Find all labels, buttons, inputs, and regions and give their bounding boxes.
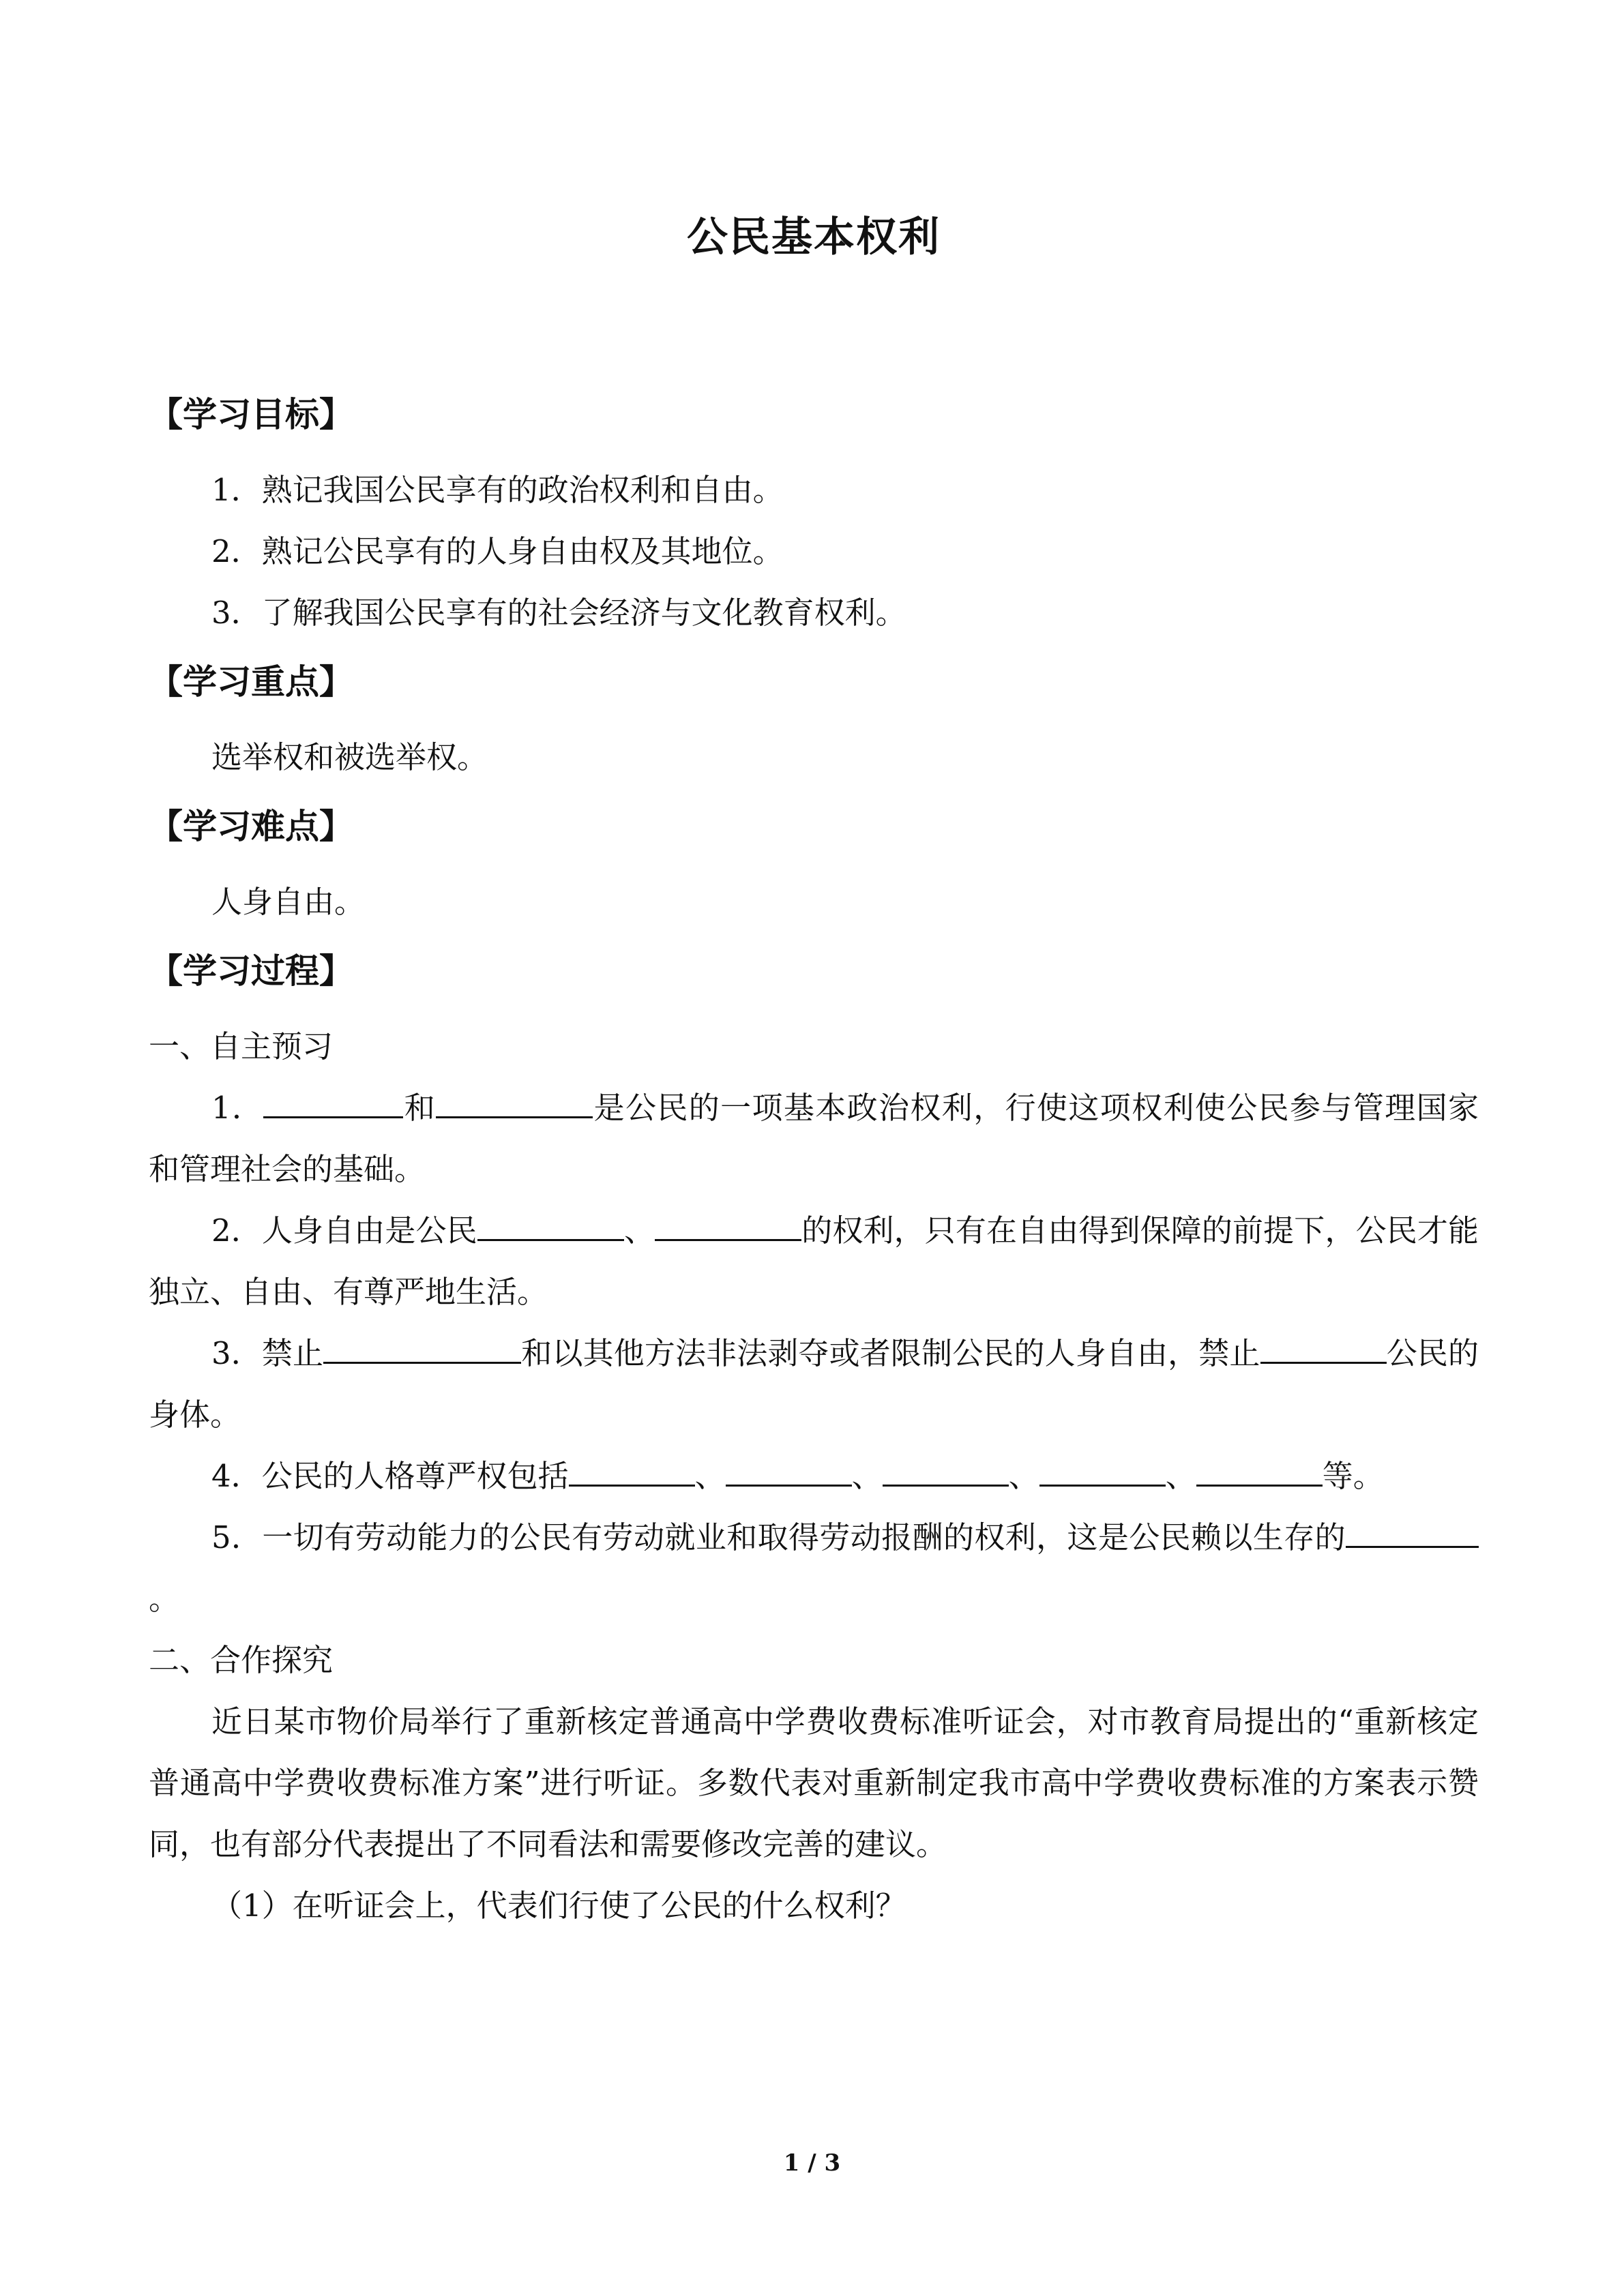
document-title: 公民基本权利 [687, 213, 941, 261]
process-heading: 【学习过程】 [149, 951, 353, 991]
question-2: 2．人身自由是公民 、 的权利，只有在自由得到保障的前提下，公民才能独立、自由、有尊严地生活。 [149, 1200, 1479, 1323]
section-key-points [149, 653, 1479, 788]
fill-blank[interactable] [1260, 1330, 1387, 1364]
goals-heading: 【学习目标】 [149, 395, 353, 434]
section-difficulties [149, 798, 1479, 933]
goal-item: 2．熟记公民享有的人身自由权及其地位。 [211, 533, 784, 569]
fill-blank[interactable] [1346, 1515, 1479, 1548]
fill-blank[interactable] [263, 1085, 403, 1118]
fill-blank[interactable] [726, 1453, 852, 1487]
section-goals [149, 386, 1479, 644]
key-points-text: 选举权和被选举权。 [211, 739, 488, 775]
fill-blank[interactable] [569, 1453, 695, 1487]
fill-blank[interactable] [323, 1330, 521, 1364]
section-process [149, 942, 1479, 1937]
difficulties-heading: 【学习难点】 [149, 807, 353, 846]
fill-blank[interactable] [655, 1208, 801, 1241]
question-1: 1． 和 是公民的一项基本政治权利，行使这项权利使公民参与管理国家和管理社会的基础。 [149, 1077, 1479, 1200]
question-3: 3．禁止 和以其他方法非法剥夺或者限制公民的人身自由，禁止 公民的身体。 [149, 1323, 1479, 1446]
fill-blank[interactable] [436, 1085, 593, 1118]
case-question-1: （1）在听证会上，代表们行使了公民的什么权利？ [211, 1888, 906, 1924]
fill-blank[interactable] [477, 1208, 624, 1241]
key-points-heading: 【学习重点】 [149, 662, 353, 702]
page-number: 1 / 3 [783, 2149, 841, 2177]
document-content [149, 205, 1479, 1937]
part2-title: 二、合作探究 [149, 1642, 334, 1678]
goal-item: 3．了解我国公民享有的社会经济与文化教育权利。 [211, 595, 906, 631]
fill-blank[interactable] [883, 1453, 1009, 1487]
part1-title: 一、自主预习 [149, 1028, 334, 1064]
question-4: 4．公民的人格尊严权包括 、 、 、 、 等。 [149, 1446, 1479, 1507]
case-text: 近日某市物价局举行了重新核定普通高中学费收费标准听证会，对市教育局提出的“重新核定普通高中学费收费标准方案”进行听证。多数代表对重新制定我市高中学费收费标准的方案表示赞同，也有部分代表提出了不同看法和需要修改完善的建议。 [149, 1703, 1479, 1862]
fill-blank[interactable] [1196, 1453, 1323, 1487]
question-5: 5．一切有劳动能力的公民有劳动就业和取得劳动报酬的权利，这是公民赖以生存的。 [149, 1507, 1479, 1630]
fill-blank[interactable] [1039, 1453, 1166, 1487]
difficulties-text: 人身自由。 [211, 884, 366, 920]
goal-item: 1．熟记我国公民享有的政治权利和自由。 [211, 472, 784, 508]
